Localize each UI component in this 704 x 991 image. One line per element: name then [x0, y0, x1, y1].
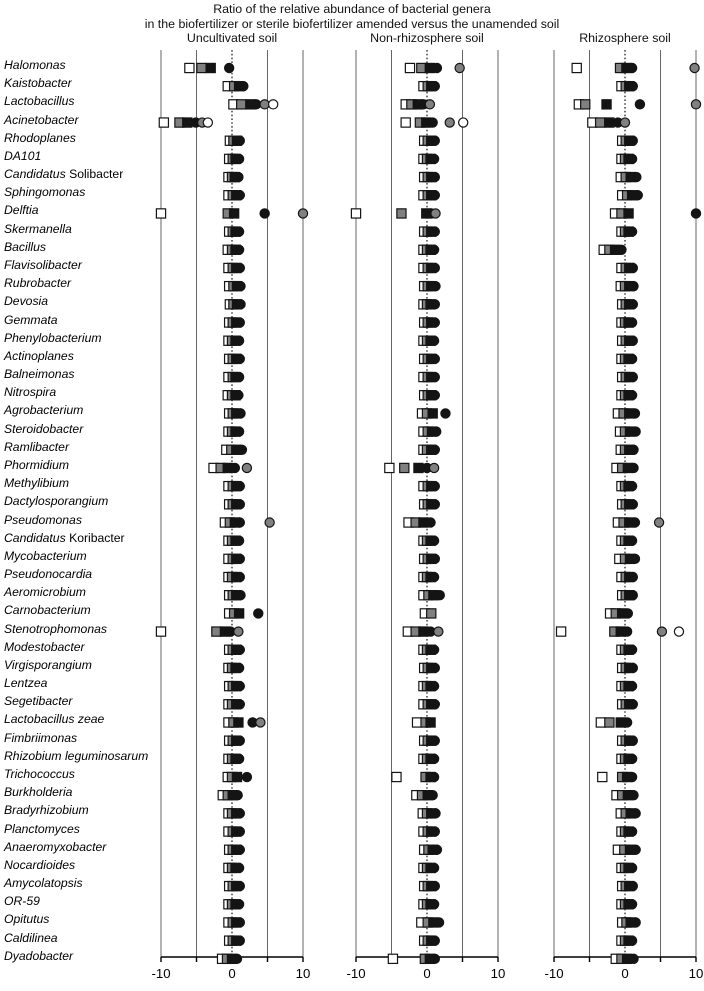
data-point-circle [432, 845, 441, 854]
data-point-circle [629, 954, 638, 963]
data-point-circle [430, 136, 439, 145]
data-point-circle [430, 882, 439, 891]
data-point-circle [425, 100, 434, 109]
data-point-circle [635, 100, 644, 109]
data-point-circle [260, 100, 269, 109]
data-point-circle [235, 227, 244, 236]
data-point-circle [235, 663, 244, 672]
data-point-circle [623, 627, 632, 636]
markers-uncultivated [156, 63, 307, 963]
genus-label: Bradyrhizobium [4, 803, 89, 818]
genus-label: Devosia [4, 294, 49, 309]
data-point-circle [628, 336, 637, 345]
genus-label: Rhodoplanes [4, 130, 76, 145]
data-point-circle [235, 700, 244, 709]
data-point-square [185, 63, 194, 72]
genus-label: Balneimonas [4, 367, 75, 382]
data-point-circle [629, 463, 638, 472]
data-point-circle [690, 63, 699, 72]
data-point-circle [256, 718, 265, 727]
data-point-circle [260, 209, 269, 218]
data-point-square [405, 63, 414, 72]
data-point-circle [430, 863, 439, 872]
data-point-circle [435, 591, 444, 600]
data-point-circle [628, 754, 637, 763]
data-point-circle [445, 118, 454, 127]
data-point-circle [242, 463, 251, 472]
data-point-circle [234, 172, 243, 181]
genus-label: Sphingomonas [4, 185, 86, 200]
data-point-circle [430, 482, 439, 491]
data-point-circle [628, 863, 637, 872]
data-point-circle [431, 809, 440, 818]
data-point-square [197, 63, 206, 72]
data-point-circle [434, 627, 443, 636]
data-point-circle [617, 245, 626, 254]
genus-label: Fimbriimonas [4, 730, 78, 745]
data-point-square [602, 100, 611, 109]
data-point-circle [203, 118, 212, 127]
data-point-circle [235, 336, 244, 345]
data-point-circle [235, 427, 244, 436]
genus-label: Aeromicrobium [4, 585, 86, 600]
data-point-circle [235, 354, 244, 363]
data-point-circle [628, 300, 637, 309]
data-point-circle [430, 572, 439, 581]
data-point-circle [235, 827, 244, 836]
data-point-circle [235, 500, 244, 509]
data-point-circle [628, 536, 637, 545]
data-point-circle [629, 282, 638, 291]
data-point-circle [441, 409, 450, 418]
data-point-circle [430, 736, 439, 745]
data-point-circle [232, 954, 241, 963]
data-point-circle [691, 209, 700, 218]
data-point-circle [628, 372, 637, 381]
genus-label: Caldilinea [4, 930, 58, 945]
axis-tick-label: 10 [490, 966, 506, 981]
data-point-circle [628, 900, 637, 909]
genus-label: Opitutus [4, 912, 50, 927]
genus-label: Dyadobacter [4, 948, 74, 963]
data-point-square [557, 627, 566, 636]
genus-label: Steroidobacter [4, 421, 84, 436]
data-point-circle [235, 809, 244, 818]
data-point-circle [430, 172, 439, 181]
data-point-circle [629, 791, 638, 800]
data-point-circle [430, 663, 439, 672]
data-point-square [385, 463, 394, 472]
data-point-circle [630, 409, 639, 418]
data-point-circle [235, 572, 244, 581]
data-point-circle [657, 627, 666, 636]
data-point-square [426, 718, 435, 727]
data-point-square [605, 118, 614, 127]
data-point-circle [235, 736, 244, 745]
data-point-circle [430, 372, 439, 381]
genus-label: Acinetobacter [4, 112, 79, 127]
genus-label: Amycolatopsis [4, 876, 83, 891]
data-point-square [156, 627, 165, 636]
markers-rhizosphere [557, 63, 701, 963]
data-point-circle [230, 463, 239, 472]
data-point-square [235, 609, 244, 618]
data-point-circle [430, 645, 439, 654]
data-point-circle [628, 154, 637, 163]
genus-label: Candidatus Solibacter [4, 167, 124, 182]
data-point-circle [428, 791, 437, 800]
data-point-circle [628, 772, 637, 781]
data-point-square [159, 118, 168, 127]
genus-label: Modestobacter [4, 639, 85, 654]
data-point-circle [426, 518, 435, 527]
axis-tick-label: 10 [688, 966, 704, 981]
genus-label: Burkholderia [4, 785, 73, 800]
data-point-circle [628, 645, 637, 654]
data-point-circle [434, 918, 443, 927]
data-point-square [388, 954, 397, 963]
data-point-circle [235, 554, 244, 563]
data-point-circle [235, 682, 244, 691]
data-point-square [206, 63, 215, 72]
genus-label: Anaeromyxobacter [4, 839, 107, 854]
data-point-square [401, 118, 410, 127]
data-point-circle [628, 663, 637, 672]
data-point-circle [254, 609, 263, 618]
data-point-circle [235, 845, 244, 854]
data-point-circle [430, 445, 439, 454]
data-point-circle [235, 536, 244, 545]
data-point-circle [633, 191, 642, 200]
data-point-circle [628, 82, 637, 91]
genus-label: OR-59 [4, 894, 40, 909]
markers-non-rhizosphere [351, 63, 467, 963]
genus-label: Rhizobium leguminosarum [4, 748, 149, 763]
data-point-square [156, 209, 165, 218]
genus-label: Dactylosporangium [4, 494, 109, 509]
data-point-circle [628, 354, 637, 363]
data-point-circle [430, 300, 439, 309]
data-point-circle [430, 554, 439, 563]
data-point-circle [235, 154, 244, 163]
genus-label: Actinoplanes [4, 348, 74, 363]
data-point-circle [235, 482, 244, 491]
panel-title-non-rhizosphere: Non-rhizosphere soil [370, 31, 484, 45]
data-point-square [183, 118, 192, 127]
data-point-square [596, 718, 605, 727]
data-point-circle [234, 627, 243, 636]
data-point-circle [430, 500, 439, 509]
data-point-square [232, 772, 241, 781]
data-point-circle [628, 263, 637, 272]
data-point-circle [628, 827, 637, 836]
data-point-circle [430, 682, 439, 691]
data-point-circle [623, 609, 632, 618]
data-point-circle [235, 136, 244, 145]
data-point-circle [628, 682, 637, 691]
genus-label: Pseudomonas [4, 512, 82, 527]
data-point-square [397, 209, 406, 218]
data-point-circle [298, 209, 307, 218]
data-point-square [624, 209, 633, 218]
data-point-square [351, 209, 360, 218]
data-point-circle [630, 554, 639, 563]
axis-tick-label: -10 [346, 966, 366, 981]
data-point-square [414, 463, 423, 472]
genus-label: Mycobacterium [4, 548, 87, 563]
figure-title-line1: Ratio of the relative abundance of bacterial genera [213, 2, 491, 16]
data-point-circle [430, 772, 439, 781]
data-point-circle [430, 754, 439, 763]
data-point-square [392, 772, 401, 781]
data-point-circle [628, 736, 637, 745]
data-point-square [572, 63, 581, 72]
genus-label: Segetibacter [4, 694, 73, 709]
genus-label: Kaistobacter [4, 76, 72, 91]
data-point-circle [239, 82, 248, 91]
data-point-square [412, 718, 421, 727]
data-point-square [581, 100, 590, 109]
panel-non-rhizosphere [346, 50, 505, 981]
axis-tick-label: -10 [151, 966, 171, 981]
data-point-circle [428, 118, 437, 127]
data-point-circle [431, 282, 440, 291]
data-point-circle [235, 372, 244, 381]
data-point-circle [236, 591, 245, 600]
data-point-circle [674, 627, 683, 636]
data-point-circle [235, 245, 244, 254]
data-point-circle [235, 518, 244, 527]
data-point-circle [628, 391, 637, 400]
genus-label: Planctomyces [4, 821, 80, 836]
data-point-circle [235, 918, 244, 927]
data-point-circle [628, 882, 637, 891]
genus-label: Nitrospira [4, 385, 57, 400]
axis-tick-label: -10 [544, 966, 564, 981]
panel-uncultivated [151, 50, 310, 981]
data-point-square [400, 463, 409, 472]
genus-label: Ramlibacter [4, 439, 70, 454]
genus-label: Lactobacillus zeae [4, 712, 105, 727]
genus-label: Stenotrophomonas [4, 621, 107, 636]
axis-tick-label: 0 [621, 966, 629, 981]
data-point-circle [431, 209, 440, 218]
data-point-circle [430, 700, 439, 709]
data-point-square [237, 100, 246, 109]
data-point-circle [628, 482, 637, 491]
data-point-circle [235, 900, 244, 909]
panel-rhizosphere [544, 50, 703, 981]
genus-label: Flavisolibacter [4, 257, 82, 272]
data-point-square [417, 63, 426, 72]
data-point-circle [235, 191, 244, 200]
data-point-circle [430, 354, 439, 363]
data-point-circle [691, 100, 700, 109]
data-point-circle [225, 63, 234, 72]
data-point-circle [628, 700, 637, 709]
data-point-square [212, 627, 221, 636]
data-point-circle [430, 827, 439, 836]
data-point-circle [252, 100, 261, 109]
data-point-circle [430, 191, 439, 200]
genus-label: Virgisporangium [4, 657, 92, 672]
data-point-circle [430, 227, 439, 236]
data-point-circle [430, 82, 439, 91]
data-point-circle [233, 791, 242, 800]
data-point-circle [235, 882, 244, 891]
data-point-circle [235, 263, 244, 272]
genus-label: Lentzea [4, 676, 48, 691]
data-point-circle [628, 500, 637, 509]
data-point-circle [235, 863, 244, 872]
genus-label: Phenylobacterium [4, 330, 102, 345]
genus-label: Agrobacterium [4, 403, 84, 418]
data-point-circle [654, 518, 663, 527]
data-point-circle [628, 572, 637, 581]
genus-label: Gemmata [4, 312, 58, 327]
data-point-circle [237, 445, 246, 454]
data-point-square [230, 209, 239, 218]
genus-label: Pseudonocardia [4, 567, 93, 582]
panel-title-uncultivated: Uncultivated soil [186, 31, 278, 45]
axis-tick-label: 10 [295, 966, 311, 981]
data-point-circle [235, 318, 244, 327]
data-point-circle [620, 118, 629, 127]
data-point-square [428, 409, 437, 418]
data-point-circle [628, 136, 637, 145]
data-point-circle [265, 518, 274, 527]
genus-label: DA101 [4, 148, 42, 163]
data-point-square [596, 118, 605, 127]
data-point-circle [242, 772, 251, 781]
panel-title-rhizosphere: Rhizosphere soil [579, 31, 671, 45]
data-point-circle [430, 463, 439, 472]
genus-label: Lactobacillus [4, 94, 75, 109]
data-point-circle [430, 900, 439, 909]
data-point-circle [430, 245, 439, 254]
data-point-square [605, 718, 614, 727]
data-point-circle [236, 282, 245, 291]
genus-label: Candidatus Koribacter [4, 530, 125, 545]
data-point-circle [234, 391, 243, 400]
data-point-circle [236, 409, 245, 418]
data-point-circle [632, 172, 641, 181]
data-point-circle [432, 427, 441, 436]
data-point-circle [430, 318, 439, 327]
genus-label: Bacillus [4, 239, 46, 254]
data-point-circle [235, 645, 244, 654]
data-point-square [598, 772, 607, 781]
genus-label: Methylibium [4, 476, 70, 491]
data-point-circle [459, 118, 468, 127]
data-point-square [234, 718, 243, 727]
data-point-circle [430, 954, 439, 963]
data-point-circle [235, 754, 244, 763]
genus-label: Nocardioides [4, 857, 76, 872]
genus-label: Skermanella [4, 221, 72, 236]
data-point-circle [430, 263, 439, 272]
genus-label: Delftia [4, 203, 39, 218]
figure-title-line2: in the biofertilizer or sterile biofertilizer amended versus the unamended soil [144, 16, 560, 31]
genus-label: Rubrobacter [4, 276, 72, 291]
data-point-circle [430, 154, 439, 163]
data-point-circle [631, 918, 640, 927]
data-point-circle [631, 845, 640, 854]
axis-tick-label: 0 [228, 966, 236, 981]
genus-label: Phormidium [4, 457, 70, 472]
data-point-circle [430, 391, 439, 400]
data-point-circle [628, 63, 637, 72]
genus-label: Trichococcus [4, 767, 75, 782]
genus-label: Halomonas [4, 58, 66, 72]
data-point-circle [628, 318, 637, 327]
data-point-circle [628, 591, 637, 600]
data-point-circle [628, 227, 637, 236]
data-point-circle [430, 336, 439, 345]
data-point-circle [631, 427, 640, 436]
data-point-circle [628, 936, 637, 945]
data-point-circle [432, 63, 441, 72]
data-point-circle [430, 936, 439, 945]
axis-tick-label: 0 [423, 966, 431, 981]
data-point-circle [236, 300, 245, 309]
data-point-circle [269, 100, 278, 109]
genus-label: Carnobacterium [4, 603, 91, 618]
data-point-circle [455, 63, 464, 72]
data-point-circle [629, 445, 638, 454]
data-point-circle [235, 936, 244, 945]
data-point-circle [430, 536, 439, 545]
data-point-circle [631, 809, 640, 818]
data-point-circle [623, 718, 632, 727]
data-point-square [427, 609, 436, 618]
data-point-circle [630, 518, 639, 527]
